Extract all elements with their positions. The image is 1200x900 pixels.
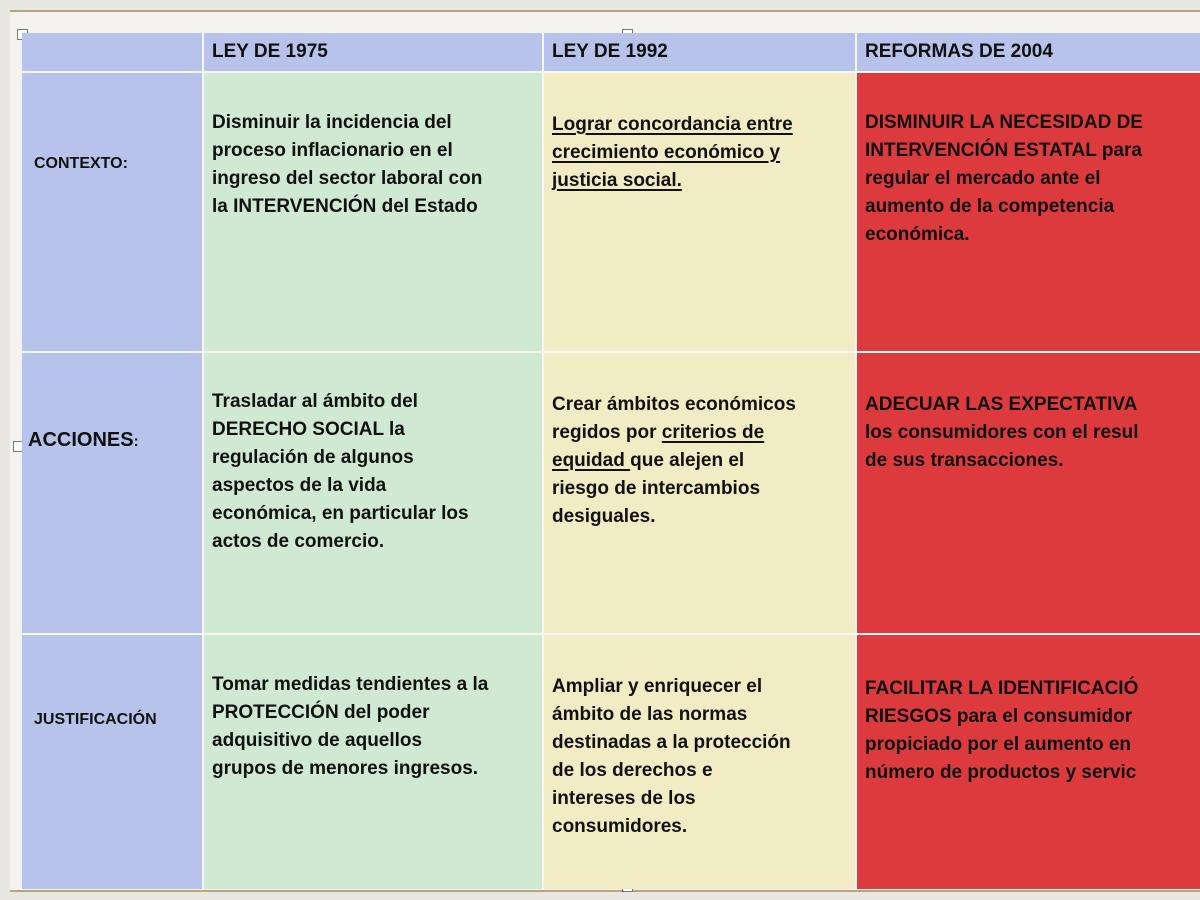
text-line: aspectos de la vida [212, 475, 387, 496]
cell-justificacion-2004 [857, 635, 1200, 889]
header-ley-1992 [544, 33, 855, 71]
row-label-acciones-text: ACCIONES [28, 429, 134, 451]
text-span-underlined: equidad [552, 450, 631, 471]
text-line-underlined: Lograr concordancia entre [552, 114, 793, 135]
cell-text [204, 73, 542, 221]
text-line: regular el mercado ante el [865, 168, 1101, 189]
text-span: INTERVENCIÓN ESTATAL [865, 140, 1097, 161]
text-line: desiguales. [552, 506, 656, 527]
cell-contexto-1992 [544, 73, 855, 351]
text-line: actos de comercio. [212, 531, 385, 552]
cell-text [857, 73, 1200, 249]
cell-acciones-2004 [857, 353, 1200, 633]
text-line-underlined: crecimiento económico y [552, 142, 781, 163]
header-ley-1975 [204, 33, 542, 71]
text-line: ADECUAR LAS EXPECTATIVA [865, 394, 1138, 415]
text-line: económica, en particular los [212, 503, 469, 524]
row-label-justificacion: JUSTIFICACIÓN [34, 711, 157, 728]
text-line [865, 137, 1200, 165]
text-line: proceso inflacionario en el [212, 140, 453, 161]
text-line: grupos de menores ingresos. [212, 758, 479, 779]
text-span-underlined: criterios de [661, 422, 765, 443]
header-reformas-2004 [857, 33, 1200, 71]
text-line: Tomar medidas tendientes a la [212, 674, 489, 695]
row-label-contexto-cell [22, 73, 202, 351]
text-line: intereses de los [552, 788, 696, 809]
cell-text [544, 73, 855, 195]
cell-text [204, 353, 542, 556]
header-ley-1975-text: LEY DE 1975 [212, 41, 328, 62]
text-line: de los derechos e [552, 760, 713, 781]
cell-text [857, 635, 1200, 787]
cell-acciones-1992 [544, 353, 855, 633]
text-line: Crear ámbitos económicos [552, 394, 796, 415]
text-line: propiciado por el aumento en [865, 734, 1132, 755]
text-line: FACILITAR LA IDENTIFICACIÓ [865, 678, 1139, 699]
text-span: regidos por [552, 422, 662, 443]
text-span: la [383, 419, 405, 440]
text-line: económica. [865, 224, 970, 245]
cell-contexto-1975 [204, 73, 542, 351]
cell-acciones-1975 [204, 353, 542, 633]
text-line: Trasladar al ámbito del [212, 391, 418, 412]
text-line: adquisitivo de aquellos [212, 730, 423, 751]
text-span: para [1096, 140, 1142, 161]
text-line [552, 419, 855, 447]
text-line: de sus transacciones. [865, 450, 1064, 471]
row-label-acciones-colon: : [133, 433, 139, 450]
text-line: Ampliar y enriquecer el [552, 676, 763, 697]
text-line: destinadas a la protección [552, 732, 791, 753]
cell-justificacion-1975 [204, 635, 542, 889]
cell-contexto-2004 [857, 73, 1200, 351]
text-line: aumento de la competencia [865, 196, 1115, 217]
row-label-contexto: CONTEXTO: [34, 155, 128, 172]
header-reformas-2004-text: REFORMAS DE 2004 [865, 41, 1053, 62]
header-ley-1992-text: LEY DE 1992 [552, 41, 668, 62]
text-line [552, 447, 855, 475]
text-span: del poder [338, 702, 430, 723]
cell-text [204, 635, 542, 783]
text-line: número de productos y servic [865, 762, 1137, 783]
comparison-table[interactable] [22, 33, 1200, 883]
header-empty-cell [22, 33, 202, 71]
text-span: PROTECCIÓN [212, 702, 339, 723]
cell-text [857, 353, 1200, 475]
text-line: riesgo de intercambios [552, 478, 761, 499]
text-line: regulación de algunos [212, 447, 414, 468]
cell-justificacion-1992 [544, 635, 855, 889]
text-line [212, 699, 542, 727]
text-span: que alejen el [630, 450, 745, 471]
text-line [212, 416, 542, 444]
row-label-justificacion-cell [22, 635, 202, 889]
row-label-acciones [28, 429, 139, 452]
text-line [865, 703, 1200, 731]
text-line: Disminuir la incidencia del [212, 112, 452, 133]
text-line: los consumidores con el resul [865, 422, 1139, 443]
text-line: ámbito de las normas [552, 704, 748, 725]
text-line: consumidores. [552, 816, 688, 837]
text-line: la INTERVENCIÓN del Estado [212, 196, 478, 217]
text-span: para el consumidor [951, 706, 1133, 727]
text-line-underlined: justicia social. [552, 170, 682, 191]
cell-text [544, 635, 855, 841]
text-span: DERECHO SOCIAL [212, 419, 384, 440]
text-span: RIESGOS [865, 706, 952, 727]
row-label-acciones-cell [22, 353, 202, 633]
cell-text [544, 353, 855, 531]
text-line: DISMINUIR LA NECESIDAD DE [865, 112, 1143, 133]
text-line: ingreso del sector laboral con [212, 168, 483, 189]
